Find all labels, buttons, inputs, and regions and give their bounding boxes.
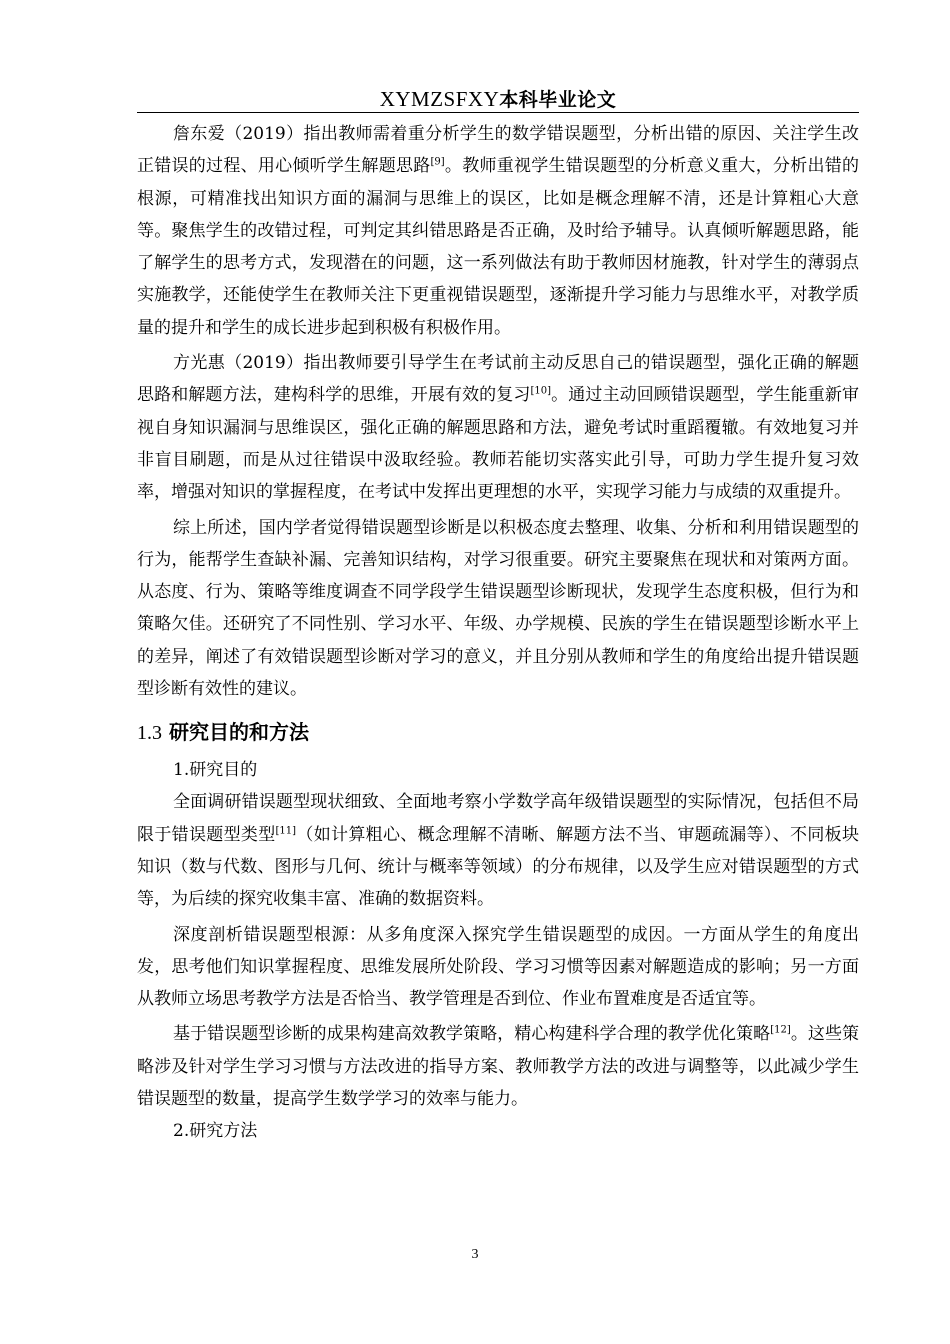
page-body bbox=[137, 118, 859, 1147]
citation-9: [9] bbox=[430, 156, 445, 168]
paragraph-purpose-analysis: 深度剖析错误题型根源：从多角度深入探究学生错误题型的成因。一方面从学生的角度出发，思考他们知识掌握程度、思维发展所处阶段、学习习惯等因素对解题造成的影响；另一方面从教师立场思考教学方法是否恰当、教学管理是否到位、作业布置难度是否适宜等。 bbox=[137, 924, 859, 1010]
header-thesis-label: 本科毕业论文 bbox=[499, 89, 617, 111]
paragraph-zhan: 詹东爱（2019）指出教师需着重分析学生的数学错误题型，分析出错的原因、关注学生改正错误的过程、用心倾听学生解题思路[9]。教师重视学生错误题型的分析意义重大，分析出错的根源，可精准找出知识方面的漏洞与思维上的误区，比如是概念理解不清，还是计算粗心大意等。聚焦学生的改错过程，可判定其纠错思路是否正确，及时给予辅导。认真倾听解题思路，能了解学生的思考方式，发现潜在的问题，这一系列做法有助于教师因材施教，针对学生的薄弱点实施教学，还能使学生在教师关注下更重视错误题型，逐渐提升学习能力与思维水平，对教学质量的提升和学生的成长进步起到积极有积极作用。 bbox=[137, 124, 860, 338]
subheading-method: 2.研究方法 bbox=[173, 1121, 258, 1142]
citation-12: [12] bbox=[770, 1024, 791, 1036]
paragraph-purpose-strategy: 基于错误题型诊断的成果构建高效教学策略，精心构建科学合理的教学优化策略[12]。这些策略涉及针对学生学习习惯与方法改进的指导方案、教师教学方法的改进与调整等，以此减少学生错误题型的数量，提高学生数学学习的效率与能力。 bbox=[137, 1024, 860, 1110]
page-number: 3 bbox=[471, 1247, 479, 1262]
paragraph-summary: 综上所述，国内学者觉得错误题型诊断是以积极态度去整理、收集、分析和利用错误题型的行为，能帮学生查缺补漏、完善知识结构，对学习很重要。研究主要聚焦在现状和对策两方面。从态度、行为、策略等维度调查不同学段学生错误题型诊断现状，发现学生态度积极，但行为和策略欠佳。还研究了不同性别、学习水平、年级、办学规模、民族的学生在错误题型诊断水平上的差异，阐述了有效错误题型诊断对学习的意义，并且分别从教师和学生的角度给出提升错误题型诊断有效性的建议。 bbox=[137, 517, 859, 700]
header-rule bbox=[137, 112, 859, 113]
paragraph-purpose-survey: 全面调研错误题型现状细致、全面地考察小学数学高年级错误题型的实际情况，包括但不局限于错误题型类型[11]（如计算粗心、概念理解不清晰、解题方法不当、审题疏漏等）、不同板块知识（数与代数、图形与几何、统计与概率等领域）的分布规律，以及学生应对错误题型的方式等，为后续的探究收集丰富、准确的数据资料。 bbox=[137, 792, 859, 910]
subheading-purpose: 1.研究目的 bbox=[173, 760, 258, 781]
running-header bbox=[137, 86, 859, 113]
section-title: 研究目的和方法 bbox=[168, 720, 309, 745]
header-school-code: XYMZSFXY bbox=[379, 87, 500, 111]
citation-10: [10] bbox=[530, 385, 552, 397]
section-heading bbox=[137, 717, 859, 748]
citation-11: [11] bbox=[275, 824, 297, 836]
section-number: 1.3 bbox=[137, 722, 162, 745]
paragraph-fang: 方光惠（2019）指出教师要引导学生在考试前主动反思自己的错误题型，强化正确的解题思路和解题方法，建构科学的思维，开展有效的复习[10]。通过主动回顾错误题型，学生能重新审视自身知识漏洞与思维误区，强化正确的解题思路和方法，避免考试时重蹈覆辙。有效地复习并非盲目刷题，而是从过往错误中汲取经验。教师若能切实落实此引导，可助力学生提升复习效率，增强对知识的掌握程度，在考试中发挥出更理想的水平，实现学习能力与成绩的双重提升。 bbox=[137, 353, 860, 503]
